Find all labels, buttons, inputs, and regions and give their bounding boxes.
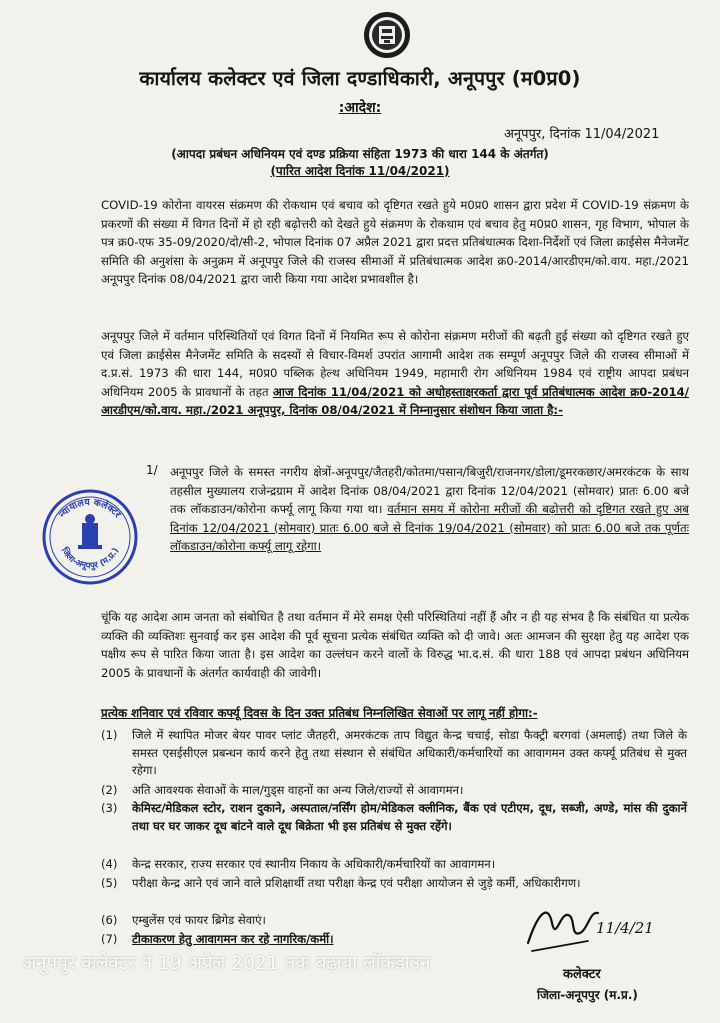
- service-number: (3): [101, 801, 118, 815]
- service-number: (4): [101, 857, 118, 871]
- paragraph-amendment-highlight: आज दिनांक 11/04/2021 को अधोहस्ताक्षरकर्ता द्वारा पूर्व प्रतिबंधात्मक आदेश क्र0-2014/आरडीएम/को.वाय. महा./2021 अनूपपुर, दिनांक 08/04/2021 में निम्नानुसार संशोधन किया जाता है:-: [101, 384, 689, 417]
- order-date: अनूपपुर, दिनांक 11/04/2021: [504, 127, 660, 142]
- item-lockdown-highlight: वर्तमान समय में कोरोना मरीजों की बढ़ोत्तरी को दृष्टिगत रखते हुए अब दिनांक 12/04/2021 (सोमवार) प्रातः 6.00 बजे से दिनांक 19/04/2021 (सोमवार) को प्रातः 6.00 बजे तक पूर्णतः लॉकडाउन/कोरोना कर्फ्यू लागू रहेगा।: [170, 502, 689, 553]
- service-item: केमिस्ट/मेडिकल स्टोर, राशन दुकाने, अस्पताल/नर्सिंग होम/मेडिकल क्लीनिक, बैंक एवं एटीएम, दूध, सब्जी, अण्डे, मांस की दुकानें तथा घर घर जाकर दूध बांटने वाले दूध बिक्रेता भी इस प्रतिबंध से मुक्त रहेंगे।: [132, 801, 687, 833]
- state-emblem-icon: [362, 10, 412, 60]
- services-heading: प्रत्येक शनिवार एवं रविवार कर्फ्यू दिवस के दिन उक्त प्रतिबंध निम्नलिखित सेवाओं पर लागू नहीं होगा:-: [101, 706, 538, 720]
- item-lockdown: [170, 463, 689, 556]
- service-item: एम्बुलेंस एवं फायर ब्रिगेड सेवाएं।: [132, 913, 266, 927]
- signatory-district: जिला-अनूपपुर (म.प्र.): [537, 988, 638, 1002]
- paragraph-exparte: चूंकि यह आदेश आम जनता को संबोधित है तथा वर्तमान में मेरे समक्ष ऐसी परिस्थितियां नहीं हैं और न ही यह संभव है कि संबंधित या प्रत्येक व्यक्ति की व्यक्तिशः सुनवाई कर इस आदेश की पूर्व सूचना प्रत्येक संबंधित व्यक्ति को दी जावे। अतः आमजन की सुरक्षा हेतु यह आदेश एक पक्षीय रूप से पारित किया जाता है। इस आदेश का उल्लंघन करने वालों के विरुद्ध भा.द.सं. की धारा 188 एवं आपदा प्रबंधन अधिनियम 2005 के प्रावधानों के अंतर्गत कार्यवाही की जावेगी।: [101, 610, 689, 680]
- item-number: 1/: [146, 463, 158, 477]
- office-title: कार्यालय कलेक्टर एवं जिला दण्डाधिकारी, अनूपपुर (म0प्र0): [139, 67, 581, 90]
- signatory-title: कलेक्टर: [563, 967, 601, 982]
- service-number: (2): [101, 783, 118, 797]
- service-item: टीकाकरण हेतु आवागमन कर रहे नागरिक/कर्मी।: [132, 932, 334, 946]
- subtitle-line-1: (आपदा प्रबंधन अधिनियम एवं दण्ड प्रक्रिया संहिता 1973 की धारा 144 के अंतर्गत): [171, 147, 549, 161]
- news-caption-overlay: अनूपपुर कलेक्टर ने 19 अप्रैल 2021 तक बढ़ाया लॉकडाउन: [22, 953, 431, 974]
- service-item: जिले में स्थापित मोजर बेयर पावर प्लांट जैतहरी, अमरकंटक ताप विद्युत केन्द्र चचाई, सोडा फैक्ट्री बरगवां (अमलाई) तथा जिले के समस्त एसईसीएल प्रबन्धन कार्य करने हेतु तथा संस्थान से संबंधित अधिकारी/कर्मचारियों का आवागमन उक्त कर्फ्यू प्रतिबंध से मुक्त रहेगा।: [132, 728, 687, 777]
- subtitle-line-2: (पारित आदेश दिनांक 11/04/2021): [270, 164, 450, 178]
- service-number: (5): [101, 876, 118, 890]
- paragraph-amendment-text: अनूपपुर जिले में वर्तमान परिस्थितियों एवं विगत दिनों में नियमित रूप से कोरोना संक्रमण मरीजों की बढ़ती हुई संख्या को दृष्टिगत रखते हुए एवं जिला क्राईसेस मैनेजमेंट समिति के सदस्यों से विचार-विमर्श उपरांत आगामी आदेश तक सम्पूर्ण अनूपपुर जिले की राजस्व सीमाओं में द.प्र.सं. 1973 की धारा 144, म0प्र0 पब्लिक हेल्थ अधिनियम 1949, महामारी रोग अधिनियम 1984 एवं राष्ट्रीय आपदा प्रबंधन अधिनियम 2005 के प्रावधानों के तहत: [101, 329, 689, 399]
- office-seal: [40, 487, 140, 587]
- service-number: (7): [101, 932, 118, 946]
- paragraph-amendment: [101, 327, 689, 420]
- paragraph-background: COVID-19 कोरोना वायरस संक्रमण की रोकथाम एवं बचाव को दृष्टिगत रखते हुये म0प्र0 शासन द्वारा प्रदेश में COVID-19 संक्रमण के प्रकरणों की संख्या में विगत दिनों में हो रही बढ़ोत्तरी को देखते हुये संक्रमण के रोकथाम एवं बचाव हेतु म0प्र0 शासन, गृह विभाग, भोपाल के पत्र क्र0-एफ 35-09/2020/दो/सी-2, भोपाल दिनांक 07 अप्रैल 2021 द्वारा प्रदत्त प्रतिबंधात्मक दिशा-निर्देशों एवं जिला क्राईसेस मैनेजमेंट समिति की अनुशंसा के अनुक्रम में अनूपपुर जिले की राजस्व सीमाओं में प्रतिबंधात्मक आदेश क्र0-2014/आरडीएम/को.वाय. महा./2021 अनूपपुर दिनांक 08/04/2021 द्वारा जारी किया गया आदेश प्रभावशील है।: [101, 198, 689, 286]
- order-subtitle: [0, 146, 720, 180]
- collector-signature: [518, 893, 654, 963]
- service-number: (6): [101, 913, 118, 927]
- svg-text:जिला-अनूपपुर (म.प्र.): जिला-अनूपपुर (म.प्र.): [58, 546, 122, 572]
- svg-text:न्यायालय कलेक्टर: न्यायालय कलेक्टर: [57, 496, 123, 521]
- order-heading: :आदेश:: [338, 100, 382, 116]
- signature-date: 11/4/21: [596, 919, 654, 937]
- item-lockdown-text: अनूपपुर जिले के समस्त नगरीय क्षेत्रों-अनूपपुर/जैतहरी/कोतमा/पसान/बिजुरी/राजनगर/डोला/डूमरकछार/अमरकंटक के साथ तहसील मुख्यालय राजेन्द्रग्राम में आदेश दिनांक 08/04/2021 द्वारा दिनांक 12/04/2021 (सोमवार) प्रातः 6.00 बजे तक लॉकडाउन/कोरोना कर्फ्यू लागू किया गया था।: [170, 465, 689, 516]
- service-item: केन्द्र सरकार, राज्य सरकार एवं स्थानीय निकाय के अधिकारी/कर्मचारियों का आवागमन।: [132, 857, 496, 871]
- service-item: अति आवश्यक सेवाओं के माल/गुड्स वाहनों का अन्य जिले/राज्यों से आवागमन।: [132, 783, 464, 797]
- service-number: (1): [101, 728, 118, 742]
- service-item: परीक्षा केन्द्र आने एवं जाने वाले प्रशिक्षार्थी तथा परीक्षा केन्द्र एवं परीक्षा आयोजन से जुड़े कर्मी, अधिकारीगण।: [132, 876, 581, 890]
